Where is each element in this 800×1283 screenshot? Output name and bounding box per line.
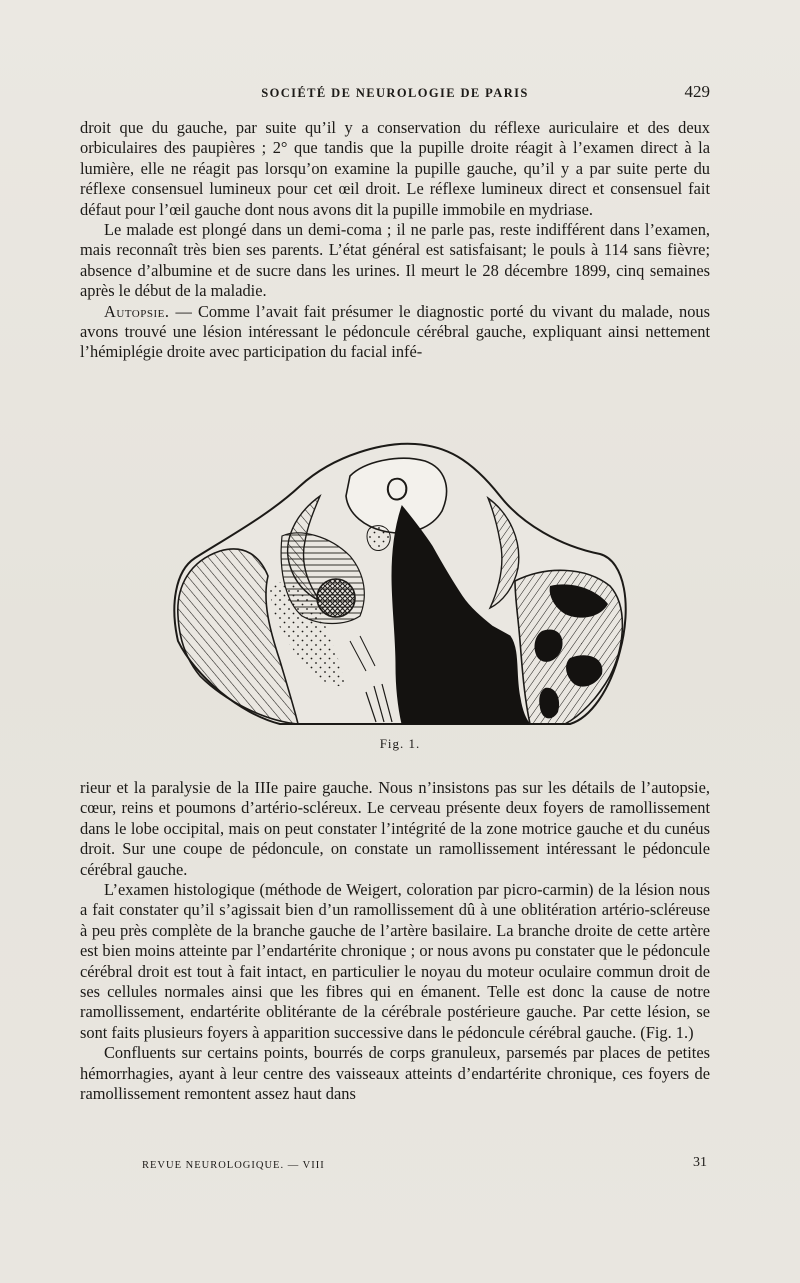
signature-mark: 31	[693, 1155, 707, 1170]
page-number: 429	[684, 82, 710, 101]
autopsy-text: — Comme l’avait fait présumer le diagnostic porté du vivant du malade, nous avons trouvé une lésion intéressant le pédoncule cérébral gauche, expliquant ainsi nettement l’hémiplégie droite avec participation du facial infé-	[80, 301, 710, 362]
paragraph: Confluents sur certains points, bourrés de corps granuleux, parsemés par places de petites hémorrhagies, ayant à leur centre des vaisseaux atteints d’endartérite chronique, ces foyers de ramollissement remontent assez haut dans	[80, 1043, 710, 1104]
running-title: SOCIÉTÉ DE NEUROLOGIE DE PARIS	[261, 86, 529, 100]
small-nucleus	[367, 526, 390, 551]
paragraph: droit que du gauche, par suite qu’il y a conservation du réflexe auriculaire et des deux orbiculaires des paupières ; 2° que tandis que la pupille droite réagit à l’examen direct à la lumière, elle ne réagit pas lorsqu’on examine la pupille gauche, qu’il y a par suite perte du réflexe consensuel lumineux pour cet œil droit. Le réflexe lumineux direct et consensuel fait défaut pour l’œil gauche dont nous avons dit la pupille immobile en mydriase.	[80, 118, 710, 219]
journal-footer: REVUE NEUROLOGIQUE. — VIII	[142, 1160, 325, 1171]
aqueduct	[388, 479, 406, 500]
paragraph: L’examen histologique (méthode de Weigert, coloration par picro-carmin) de la lésion nous a fait constater qu’il s’agissait bien d’un ramollissement dû à une oblitération artério-scléreuse à peu près complète de la branche gauche de l’artère basilaire. La branche droite de cette artère est bien moins atteinte par l’endartérite chronique ; or nous avons pu constater que le pédoncule cérébral droit est tout à fait intact, en particulier le noyau du moteur oculaire commun droit de ses cellules normales ainsi que les fibres qui en émanent. Telle est donc la cause de notre ramollissement, endartérite oblitérante de la cérébrale postérieure gauche. Par cette lésion, se sont faits plusieurs foyers à apparition successive dans le pédoncule cérébral gauche. (Fig. 1.)	[80, 880, 710, 1042]
peduncle-section-illustration	[170, 436, 635, 728]
cross-hatched-nucleus	[317, 579, 355, 617]
bottom-text-block	[80, 778, 710, 1105]
figure-peduncle-section	[170, 436, 635, 728]
paragraph: Le malade est plongé dans un demi-coma ; il ne parle pas, reste indifférent dans l’examen, mais reconnaît très bien ses parents. L’état général est satisfaisant; le pouls à 114 sans fièvre; absence d’albumine et de sucre dans les urines. Il meurt le 28 décembre 1899, cinq semaines après le début de la maladie.	[80, 220, 710, 301]
running-head	[80, 82, 710, 106]
figure-caption: Fig. 1.	[379, 736, 421, 751]
paragraph: rieur et la paralysie de la IIIe paire gauche. Nous n’insistons pas sur les détails de l’autopsie, cœur, reins et poumons d’artério-scléreux. Le cerveau présente deux foyers de ramollissement dans le lobe occipital, mais on peut constater l’intégrité de la zone motrice gauche et du cunéus droit. Sur une coupe de pédoncule, on constate un ramollissement intéressant le pédoncule cérébral gauche.	[80, 778, 710, 879]
autopsy-label: Autopsie.	[104, 301, 170, 321]
top-text-block	[80, 118, 710, 363]
autopsy-paragraph	[80, 302, 710, 363]
